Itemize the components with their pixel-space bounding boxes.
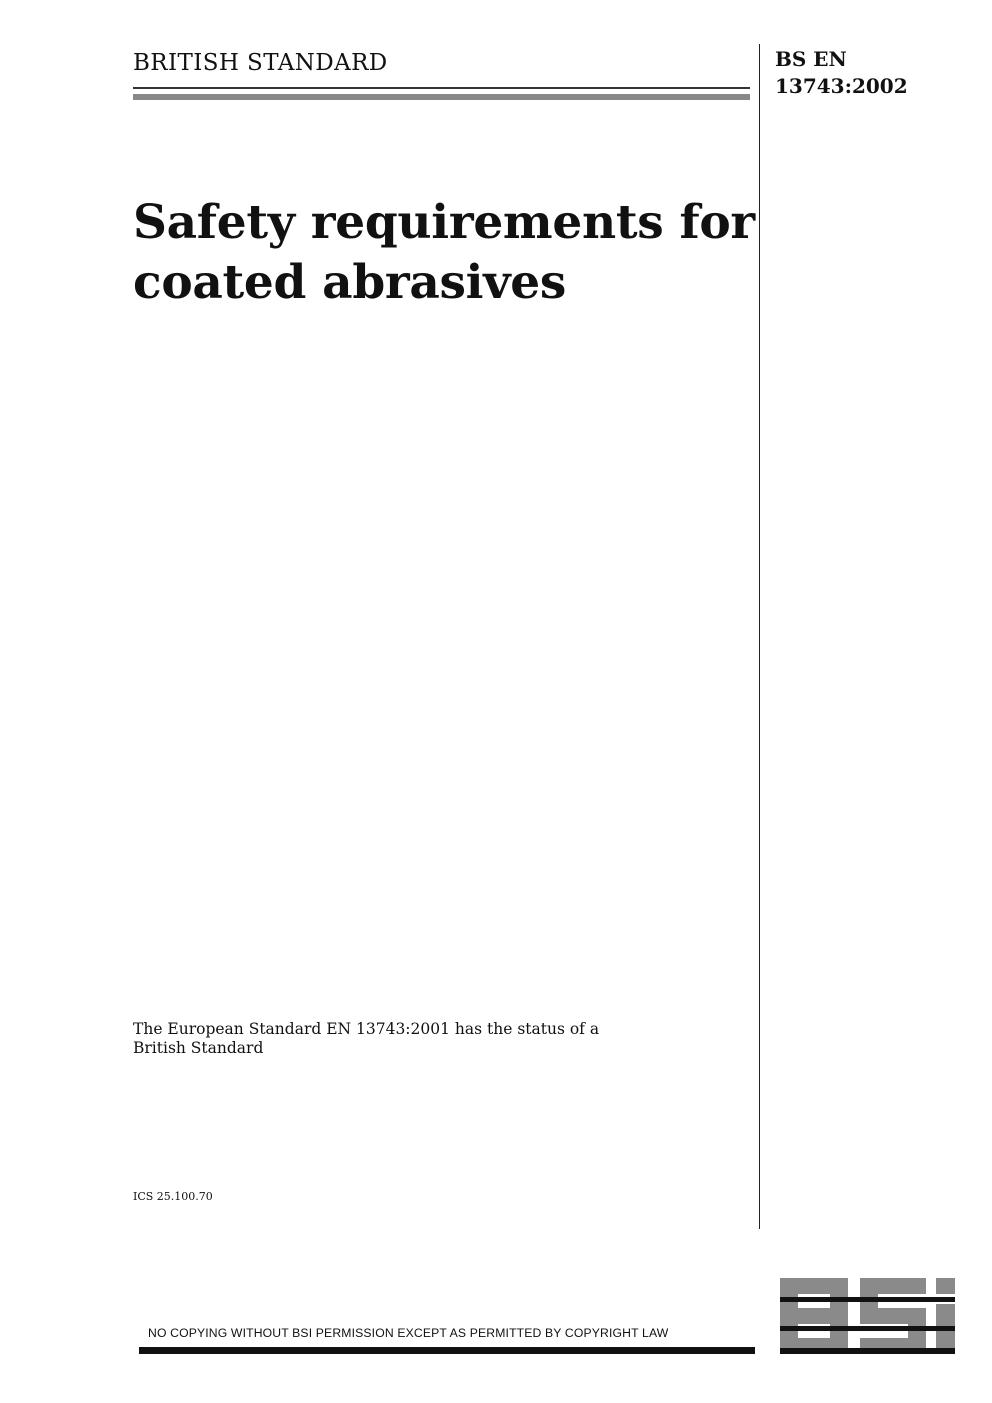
document-number-line-1: BS EN — [775, 47, 847, 71]
document-number — [775, 46, 908, 100]
page-title — [133, 193, 753, 313]
header-rule-thin — [133, 87, 750, 89]
ics-code: ICS 25.100.70 — [133, 1190, 213, 1203]
document-number-line-2: 13743:2002 — [775, 74, 908, 98]
page-title-line-1: Safety requirements for — [133, 195, 755, 250]
page-title-line-2: coated abrasives — [133, 255, 566, 310]
copyright-notice: NO COPYING WITHOUT BSI PERMISSION EXCEPT AS PERMITTED BY COPYRIGHT LAW — [148, 1326, 669, 1340]
status-note — [133, 1020, 653, 1058]
bsi-logo-icon — [780, 1278, 955, 1354]
series-label: BRITISH STANDARD — [133, 50, 388, 76]
status-note-line-1: The European Standard EN 13743:2001 has the status of a — [133, 1020, 600, 1038]
header-rule-thick — [133, 94, 750, 100]
vertical-divider — [759, 44, 760, 1229]
status-note-line-2: British Standard — [133, 1039, 264, 1057]
footer-bar — [139, 1347, 755, 1354]
